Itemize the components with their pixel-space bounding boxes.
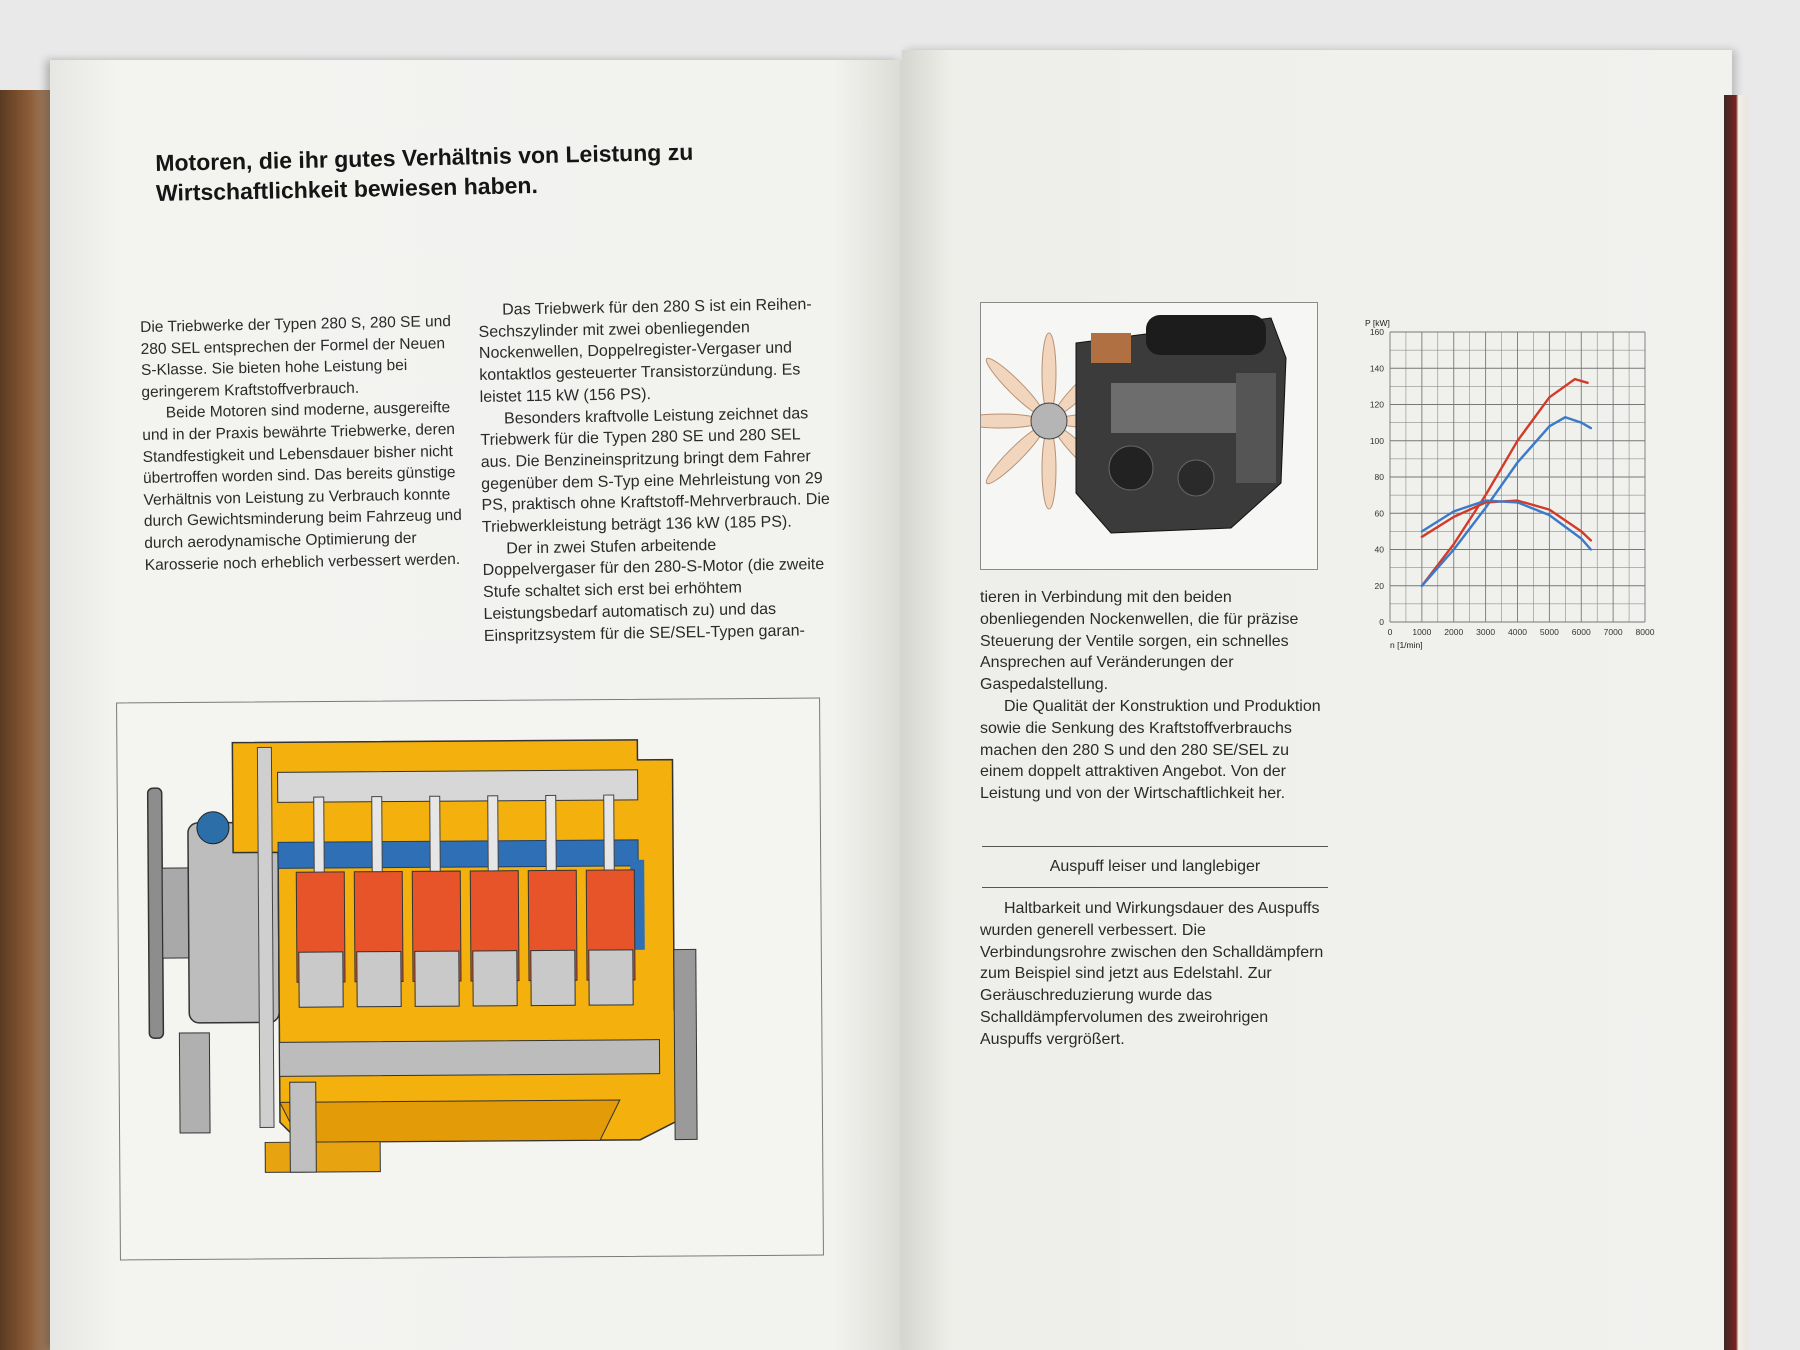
text-column-3	[980, 587, 1332, 805]
x-tick-label: 6000	[1571, 627, 1591, 637]
x-tick-label: 4000	[1508, 627, 1527, 637]
engine-cutaway-illustration	[116, 698, 824, 1261]
section-rule-bottom	[982, 887, 1328, 888]
paragraph: Das Triebwerk für den 280 S ist ein Reihen-Sechszylinder mit zwei obenliegenden Nockenwellen, Doppelregister-Vergaser und kontaktlos gesteuerter Transistorzündung. Es leistet 115 kW (156 PS).	[478, 296, 812, 406]
y-tick-label: 0	[1379, 617, 1384, 627]
engine-photo	[980, 302, 1318, 570]
section-rule-top	[982, 846, 1328, 847]
y-tick-label: 120	[1369, 399, 1384, 410]
y-axis-label: P [kW]	[1365, 318, 1390, 328]
engine-cutaway-icon	[117, 699, 823, 1260]
engine-photo-icon	[981, 303, 1317, 569]
y-tick-label: 140	[1369, 363, 1384, 374]
power-chart-svg	[1345, 300, 1685, 680]
paragraph: Haltbarkeit und Wirkungsdauer des Auspuffs wurden generell verbessert. Die Verbindungsrohre zwischen den Schalldämpfern zum Beispiel sind jetzt aus Edelstahl. Zur Geräuschreduzierung wurde das Schalldämpfervolumen des zweirohrigen Auspuffs vergrößert.	[980, 900, 1324, 1048]
x-tick-label: 7000	[1603, 627, 1623, 637]
y-tick-label: 60	[1374, 508, 1384, 519]
y-tick-label: 80	[1374, 472, 1384, 482]
text-column-1	[140, 311, 463, 576]
y-tick-label: 20	[1374, 580, 1384, 591]
x-axis-label: n [1/min]	[1390, 640, 1423, 650]
x-tick-label: 0	[1387, 627, 1393, 637]
text-column-4	[980, 898, 1332, 1051]
paragraph: Der in zwei Stufen arbeitende Doppelvergaser für den 280-S-Motor (die zweite Stufe schaltet sich erst bei erhöhtem Leistungsbedarf automatisch zu) und das Einspritzsystem für die SE/SEL-Typen garan-	[482, 536, 825, 645]
paragraph: Die Qualität der Konstruktion und Produktion sowie die Senkung des Kraftstoffverbrauchs machen den 280 S und den 280 SE/SEL zu einem doppelt attraktiven Angebot. Von der Leistung und von der Wirtschaftlichkeit her.	[980, 697, 1321, 803]
paragraph: Besonders kraftvolle Leistung zeichnet das Triebwerk für die Typen 280 SE und 280 SEL aus. Die Benzineinspritzung bringt dem Fahrer gegenüber dem S-Typ eine Mehrleistung von 29 PS, praktisch ohne Kraftstoff-Mehrverbrauch. Die Triebwerkleistung beträgt 136 kW (185 PS).	[480, 404, 830, 536]
paragraph: Beide Motoren sind moderne, ausgereifte und in der Praxis bewährte Triebwerke, deren Standfestigkeit und Lebensdauer bisher nicht übertroffen worden sind. Das bereits günstige Verhältnis von Leistung zu Verbrauch konnte durch Gewichtsminderung beim Fahrzeug und durch aerodynamische Optimierung der Karosserie noch erheblich verbessert werden.	[142, 399, 462, 574]
x-tick-label: 1000	[1412, 627, 1432, 637]
section-title: Auspuff leiser und langlebiger	[1049, 858, 1261, 875]
x-tick-label: 2000	[1444, 627, 1464, 637]
power-curve-chart	[1345, 300, 1685, 680]
paragraph: Die Triebwerke der Typen 280 S, 280 SE und 280 SEL entsprechen der Formel der Neuen S-Klasse. Sie bieten hohe Leistung bei geringerem Kraftstoffverbrauch.	[140, 313, 452, 401]
x-tick-label: 3000	[1476, 627, 1496, 637]
text-column-2	[478, 294, 834, 647]
y-tick-label: 100	[1369, 435, 1384, 446]
page-headline: Motoren, die ihr gutes Verhältnis von Leistung zu Wirtschaftlichkeit bewiesen haben.	[155, 138, 694, 206]
paragraph: tieren in Verbindung mit den beiden obenliegenden Nockenwellen, die für präzise Steuerung der Ventile sorgen, ein schnelles Ansprechen auf Veränderungen der Gaspedalstellung.	[980, 589, 1299, 694]
book-right-edge	[1724, 95, 1748, 1350]
y-tick-label: 160	[1369, 327, 1384, 337]
y-tick-label: 40	[1374, 544, 1384, 555]
x-tick-label: 8000	[1635, 627, 1655, 637]
x-tick-label: 5000	[1539, 627, 1559, 637]
